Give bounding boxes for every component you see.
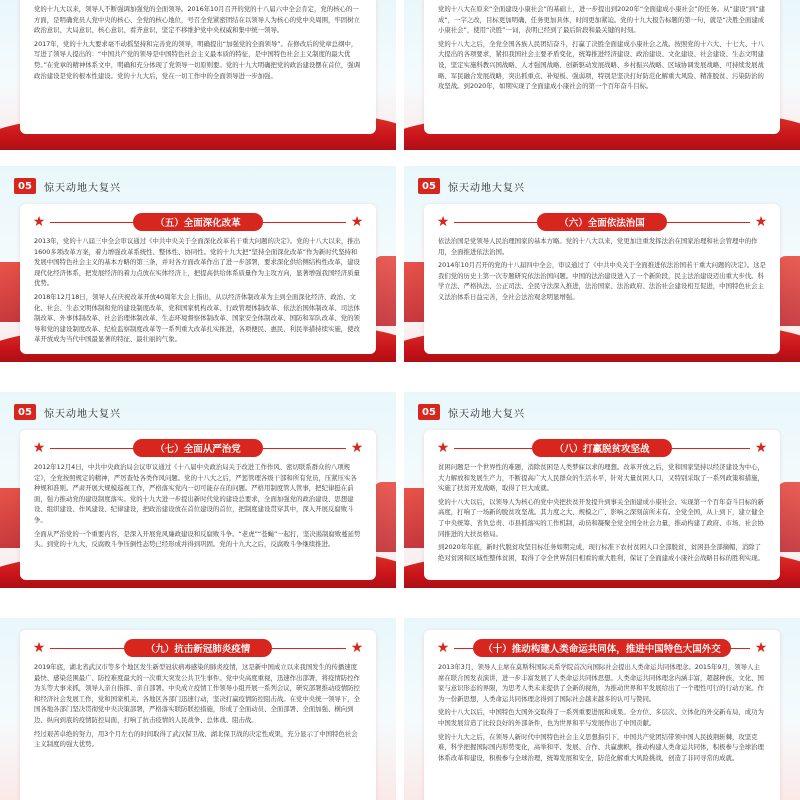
slide-6-body (438, 462, 766, 566)
topic-badge: （六）全面依法治国 (537, 213, 667, 231)
content-card (424, 0, 780, 134)
content-card (424, 204, 780, 354)
star-icon: ★ (32, 440, 46, 456)
paragraph: 全面从严治党的一个重要内容，是深入开展党风廉政建设和反腐败斗争。“老虎”“苍蝇”一起打，坚决遏制腐败蔓延势头。到党的十九大，反腐败斗争压倒性态势已经形成并得到巩固。党的十九大之后，反腐败斗争继续推进。 (34, 529, 361, 549)
star-icon: ★ (350, 214, 364, 230)
content-card (20, 0, 376, 134)
star-icon: ★ (754, 440, 768, 456)
slide-1-body (34, 4, 362, 84)
paragraph: 2018年12月18日，领导人在庆祝改革开放40周年大会上指出，从以经济体制改革为主到全面深化经济、政治、文化、社会、生态文明体制和党的建设制度改革，党和国家机构改革、行政管理体制改革、依法治国体制改革、司法体制改革、外事体制改革、社会治理体制改革、生态环境督察体制改革、国家安全体制改革、国防和军队改革、党的领导和党的建设制度改革、纪检监察制度改革等一系列重大改革扎实推进，各项便民、惠民、利民举措持续实施，使改革开放成为当代中国最显著的特征、最壮丽的气象。 (34, 292, 360, 344)
star-icon: ★ (350, 440, 364, 456)
paragraph: 党的十八大之后，全党全国各族人民团结奋斗，打赢了决胜全面建成小康社会之战。按照党的十六大、十七大、十八大提出的各项要求，紧扣我国社会主要矛盾变化，统筹推进经济建设、政治建设、文化建设、社会建设、生态文明建设，坚定实施科教兴国战略、人才强国战略、创新驱动发展战略、乡村振兴战略、区域协调发展战略、可持续发展战略、军民融合发展战略，突出抓重点、补短板、强弱项，特别是坚决打好防范化解重大风险、精准脱贫、污染防治的攻坚战。到2020年，如期实现了全面建成小康社会的第一个百年奋斗目标。 (438, 39, 764, 91)
slide-4 (404, 166, 800, 362)
paragraph: 2012年12月4日，中共中央政治局会议审议通过《十八届中央政治局关于改进工作作风、密切联系群众的八项规定》，全党按照规定的精神，严厉查处各类作风问题。党的十八大之后，严惩管理各级干部和所有党员，压紧压实各种规和准则。严肃开展大规模巡视工作，严格落实党内一切可能存在的问题。严格用制度管人管事，把纪律挺在前面，强力推动党的建设制度落实。党的十九大进一步提出新时代党的建设总要求，全面加强党的政治建设、思想建设、组织建设、作风建设、纪律建设，把政治建设放在首位建设的首位，把制度建设贯穿其中，深入开展反腐败斗争。 (34, 463, 357, 524)
section-header (418, 178, 525, 194)
paragraph: 党的十九大以来，领导人不断强调加强党的全面领导。2016年10月召开的党的十八届六中全会肯定，党的核心的一方面，是明确党员人党中央的核心、全党的核心地位，号召全党紧密团结在以领导人为核心的党中央周围，牢固树立政治意识、大局意识、核心意识、看齐意识，坚定不移维护党中央权威和集中统一领导。 (34, 5, 360, 35)
section-title: 惊天动地大复兴 (448, 408, 525, 420)
topic-badge: （八）打赢脱贫攻坚战 (532, 439, 671, 457)
content-card (20, 630, 376, 800)
paragraph: 2017年，党的十九大要求毫不动摇坚持和完善党的领导，明确提出“加强党的全面领导”。在修改后的党章总纲中，写进了领导人提出的：“中国共产党的领导是中国特色社会主义最本质的特征，是中国特色社会主义制度的最大优势。”在党章的精神体系文中，明确和充分体现了党领导一切原则要。党的十九大明确把党的政治建设摆在首位，强调政治建设是党的根本性建设。党的十九大后，党在一切工作中的全面领导进一步加强。 (34, 39, 361, 80)
section-title: 惊天动地大复兴 (44, 182, 121, 194)
paragraph: 2013年，党的十八届三中全会审议通过《中共中央关于全面深化改革若干重大问题的决定》。党的十八大以来，推出1600多项改革方案，着力增强改革系统性、整体性、协同性。党的十九大把“坚持全面深化改革”作为新时代坚持和发展中国特色社会主义的基本方略的第三条，并对各方面改革作出了进一步部署，要求深化供给侧结构性改革，建设现代化经济体系，把发展经济的着力点放在实体经济上，把提高供给体系质量作为主攻方向，显著增强我国经济质量优势。 (34, 237, 361, 288)
star-icon: ★ (436, 640, 450, 656)
star-icon: ★ (754, 214, 768, 230)
slide-1 (0, 0, 396, 150)
badge-row (20, 214, 376, 230)
section-number: 05 (418, 178, 440, 194)
content-card (20, 430, 376, 580)
star-icon: ★ (32, 214, 46, 230)
section-number: 05 (14, 178, 36, 194)
paragraph: 到2020年年底，新时代脱贫攻坚目标任务如期完成，现行标准下农村贫困人口全部脱贫，贫困县全部摘帽，消除了绝对贫困和区域性整体贫困，取得了令全世界刮目相看的重大胜利，保证了全面建成小康社会战略目标的胜利实现。 (438, 543, 764, 562)
slide-3 (0, 166, 396, 362)
paragraph: 2014年10月召开的党的十八届四中全会，审议通过了《中共中央关于全面推进依法治国若干重大问题的决定》。这是我们党的历史上第一次专题研究依法治国问题。中国的法治建设进入了一个新阶段，民主法治建设迈出重大步伐。科学立法、严格执法、公正司法、全民守法深入推进，法治国家、法治政府、法治社会建设相互促进，中国特色社会主义法治体系日益完善，全社会法治观念明显增强。 (438, 261, 766, 301)
paragraph: 党的十八大在原来“全面建设小康社会”的基础上，进一步提出到2020年“全面建成小康社会”的任务。从“建设”到“建成”，一字之改，目标更加明确，任务更加具体，时间更加紧迫。党的十九大报告标题的第一句，就是“决胜全面建成小康社会”，使用“决胜”一词，表明已经到了最后阶段和最关键的时刻。 (438, 5, 766, 35)
star-icon: ★ (436, 440, 450, 456)
slide-5 (0, 392, 396, 588)
badge-row (20, 440, 376, 456)
slide-5-body (34, 462, 362, 553)
slide-3-body (34, 236, 362, 348)
section-title: 惊天动地大复兴 (448, 182, 525, 194)
content-card (20, 204, 376, 354)
topic-badge: （九）抗击新冠肺炎疫情 (124, 639, 273, 657)
topic-badge: （五）全面深化改革 (133, 213, 263, 231)
section-header (14, 404, 121, 420)
star-icon: ★ (32, 640, 46, 656)
paragraph: 2013年3月，领导人主席在莫斯科国际关系学院首次向国际社会提出人类命运共同体理念。2015年9月，领导人主席在联合国发表演讲，进一步丰富发展了人类命运共同体思想。人类命运共同体理念内涵丰富，超越种族、文化、国家与意识形态的界限，为思考人类未来提供了全新的视角，为推动世界和平发展给出了一个理性可行的行动方案。作为一份新思想，人类命运共同体理念得到了国际社会越来越多的认可与赞同。 (438, 663, 764, 703)
paragraph: 依法治国是党领导人民治理国家的基本方略。党的十八大以来，党更加注重发挥法治在国家治理和社会管理中的作用，全面推进依法治国。 (438, 237, 758, 256)
slide-8-body (438, 662, 766, 766)
slide-2 (404, 0, 800, 150)
paragraph: 经过艰苦卓绝的努力，用3个月左右的时间取得了武汉保卫战、湖北保卫战的决定性成果，充分显示了中国特色社会主义制度的强大优势。 (34, 729, 358, 749)
section-number: 05 (418, 404, 440, 420)
paragraph: 党的十八大以后，中国特色大国外交取得了一系列重要进展和成果。全方位、多层次、立体化的外交新布局，成功为中国发展营造了比较良好的外部条件，也为世界和平与发展作出了中国贡献。 (438, 708, 764, 727)
section-title: 惊天动地大复兴 (44, 408, 121, 420)
badge-row (20, 640, 376, 656)
section-number: 05 (14, 404, 36, 420)
paragraph: 2019年底，湖北省武汉市等多个地区发生新型冠状病毒感染的肺炎疫情，这是新中国成立以来我国发生的传播速度最快、感染范围最广、防控难度最大的一次重大突发公共卫生事件。党中央高度重视，迅速作出部署，将疫情防控作为头等大事来抓，领导人亲自指挥、亲自部署。中央成立疫情工作领导小组开展一系列会议，研究部署推动疫情防控和经济社会发展工作，党和国家机关、各地区各部门迅速行动，坚决打赢疫情防控阻击战。在党中央统一领导下，全国各地各部门坚决贯彻党中央决策部署，严格落实联防联控措施，形成了全面动员、全面部署、全面加强、横向到边、纵向到底的疫情防控局面，打响了抗击疫情的人民战争、总体战、阻击战。 (34, 663, 360, 724)
badge-row (424, 640, 780, 656)
slide-8 (404, 618, 800, 800)
paragraph: 贫困问题是一个世界性的难题，消除贫困是人类梦寐以求的理想。改革开放之后，党和国家坚持以经济建设为中心，大力解放和发展生产力，不断提高广大人民群众的生活水平，针对大量贫困人口，又特别采取了一系列政策和措施，实施了扶贫开发战略，取得了巨大成就。 (438, 463, 764, 493)
content-card (424, 430, 780, 580)
section-header (14, 178, 121, 194)
content-card (424, 630, 780, 800)
topic-badge: （七）全面从严治党 (133, 439, 263, 457)
section-header (418, 404, 525, 420)
slide-6 (404, 392, 800, 588)
star-icon: ★ (350, 640, 364, 656)
paragraph: 党的十九大之后，在领导人新时代中国特色社会主义思想指引下，中国共产党团结带领中国人民披荆斩棘，攻坚克难，科学把握国际国内形势变化，高举和平、发展、合作、共赢旗帜，推动构建人类命运共同体，积极参与全球治理体系改革和建设，积极参与全球治理，统筹发展和安全，防范化解重大风险挑战，创造了非同寻常的成就。 (438, 732, 764, 762)
slide-2-body (438, 4, 766, 95)
slide-7 (0, 618, 396, 800)
paragraph: 党的十八大以后，以领导人为核心的党中央把扶贫开发提升到事关全面建成小康社会、实现第一个百年奋斗目标的新高度，打响了一场新的脱贫攻坚战。其力度之大、规模之广、影响之深刻前所未有。全党全国，从上到下，建立健全了中央统筹、省负总责、市县抓落实的工作机制，动员和凝聚全党全国全社会力量，推动构建了政府、市场、社会协同推进的大扶贫格局。 (438, 497, 764, 538)
badge-row (424, 214, 780, 230)
star-icon: ★ (436, 214, 450, 230)
slide-7-body (34, 662, 362, 753)
badge-row (424, 440, 780, 456)
slide-4-body (438, 236, 766, 306)
star-icon: ★ (754, 640, 768, 656)
topic-badge: （十）推动构建人类命运共同体，推进中国特色大国外交 (473, 639, 731, 657)
